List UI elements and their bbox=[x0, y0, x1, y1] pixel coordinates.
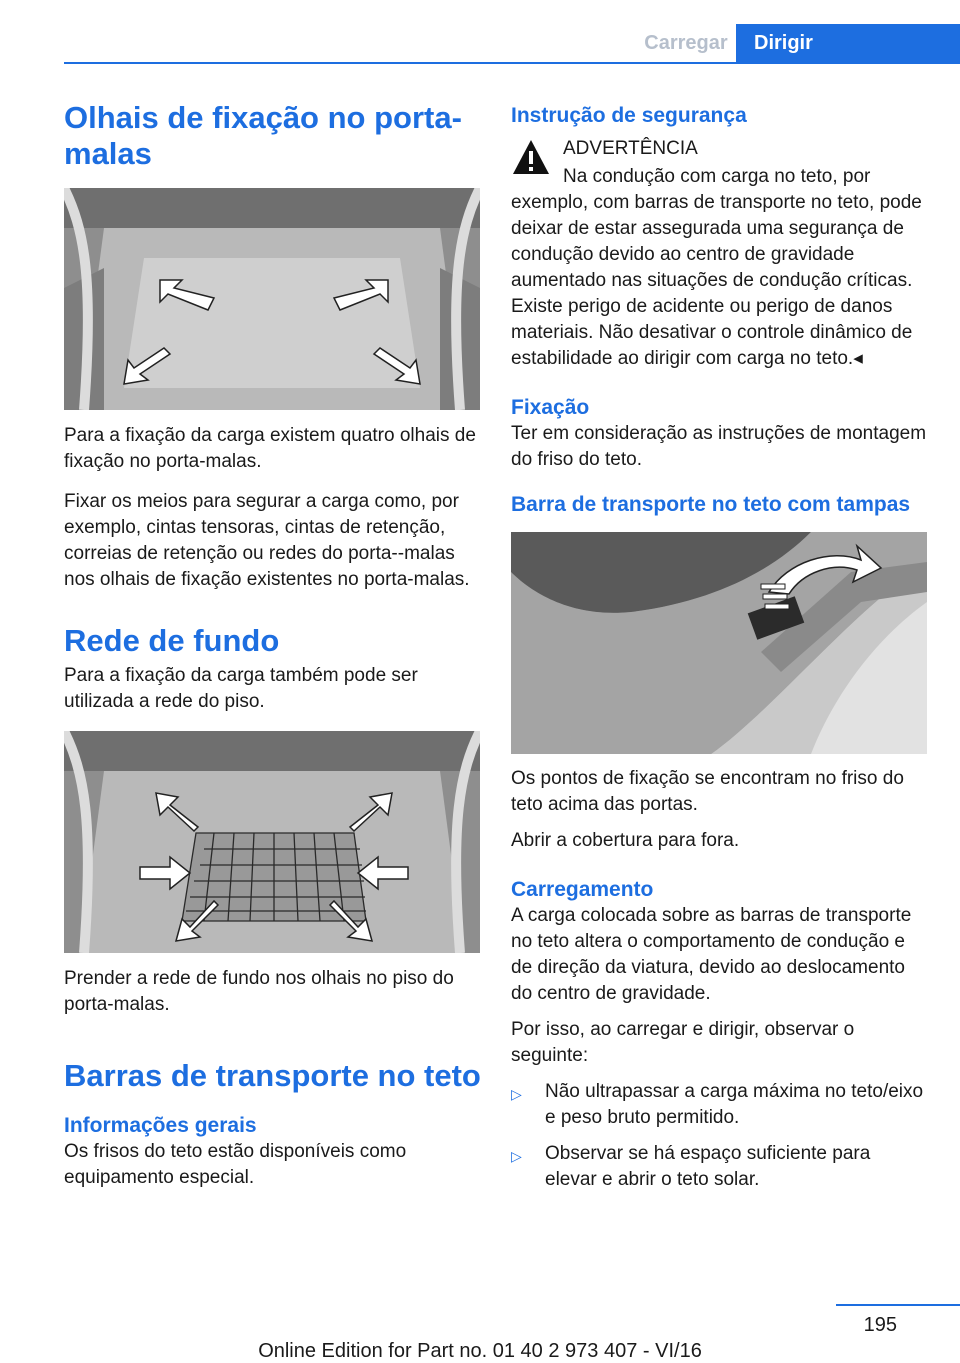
list-item bbox=[511, 1079, 927, 1131]
list-item-text: Não ultrapassar a carga máxima no teto/eixo e peso bruto permitido. bbox=[545, 1081, 924, 1128]
paragraph-open-cover: Abrir a cobertura para fora. bbox=[511, 830, 740, 851]
section-title-roof-bars: Barras de transporte no teto bbox=[64, 1058, 481, 1093]
edition-footer: Online Edition for Part no. 01 40 2 973 407 - VI/16 bbox=[258, 1340, 702, 1362]
roof-rail-cover-photo bbox=[511, 532, 927, 754]
list-item-text: Observar se há espaço suficiente para elevar e abrir o teto solar. bbox=[545, 1143, 871, 1190]
paragraph-floor-net: Para a fixação da carga também pode ser utilizada a rede do piso. bbox=[64, 665, 418, 712]
subheading-roof-bar-caps: Barra de transporte no teto com tampas bbox=[511, 493, 911, 516]
paragraph-attach-points: Os pontos de fixação se encontram no friso do teto acima das portas. bbox=[511, 768, 904, 815]
paragraph-eyelets: Para a fixação da carga existem quatro olhais de fixação no porta-malas. bbox=[64, 425, 476, 472]
right-column bbox=[511, 100, 927, 1193]
paragraph-fasten: Fixar os meios para segurar a carga como, por exemplo, cintas tensoras, cintas de retenção, correias de retenção ou redes do porta--malas nos olhais de fixação existentes no porta-malas. bbox=[64, 491, 470, 590]
paragraph-fixation: Ter em consideração as instruções de montagem do friso do teto. bbox=[511, 423, 927, 470]
warning-text: Na condução com carga no teto, por exemplo, com barras de transporte no teto, pode deixar de estar assegurada uma segurança de condução devido ao centro de gravidade aumentado nas situações de condução críticas. Existe perigo de acidente ou perigo de danos materiais. Não desativar o controle dinâmico de estabilidade ao dirigir com carga no teto.◂ bbox=[511, 166, 922, 369]
subheading-safety: Instrução de segurança bbox=[511, 104, 747, 127]
paragraph-attach-net: Prender a rede de fundo nos olhais no piso do porta-malas. bbox=[64, 968, 454, 1015]
header-rule bbox=[64, 62, 960, 64]
section-title-floor-net: Rede de fundo bbox=[64, 623, 280, 658]
warning-triangle-icon bbox=[511, 138, 551, 176]
page-header bbox=[636, 24, 960, 62]
warning-label: ADVERTÊNCIA bbox=[563, 138, 698, 159]
paragraph-loading: A carga colocada sobre as barras de transporte no teto altera o comportamento de condução e de direção da viatura, devido ao deslocamento do centro de gravidade. bbox=[511, 905, 912, 1004]
tab-dirigir[interactable]: Dirigir bbox=[736, 24, 960, 62]
instruction-list bbox=[511, 1079, 927, 1193]
left-column bbox=[64, 100, 482, 1191]
list-item bbox=[511, 1141, 927, 1193]
paragraph-observe: Por isso, ao carregar e dirigir, observar o seguinte: bbox=[511, 1019, 855, 1066]
subheading-fixation: Fixação bbox=[511, 396, 590, 419]
footer-rule bbox=[836, 1304, 960, 1306]
paragraph-roof-rails: Os frisos do teto estão disponíveis como equipamento especial. bbox=[64, 1141, 407, 1188]
triangle-bullet-icon: ▷ bbox=[511, 1086, 522, 1102]
section-title-tie-downs: Olhais de fixação no porta-malas bbox=[64, 100, 462, 171]
subheading-loading: Carregamento bbox=[511, 878, 654, 901]
trunk-eyelets-photo bbox=[64, 188, 480, 410]
triangle-bullet-icon: ▷ bbox=[511, 1148, 522, 1164]
page-number: 195 bbox=[863, 1314, 897, 1336]
tab-carregar[interactable]: Carregar bbox=[644, 31, 728, 54]
subheading-general-info: Informações gerais bbox=[64, 1114, 257, 1137]
trunk-net-photo bbox=[64, 731, 480, 953]
